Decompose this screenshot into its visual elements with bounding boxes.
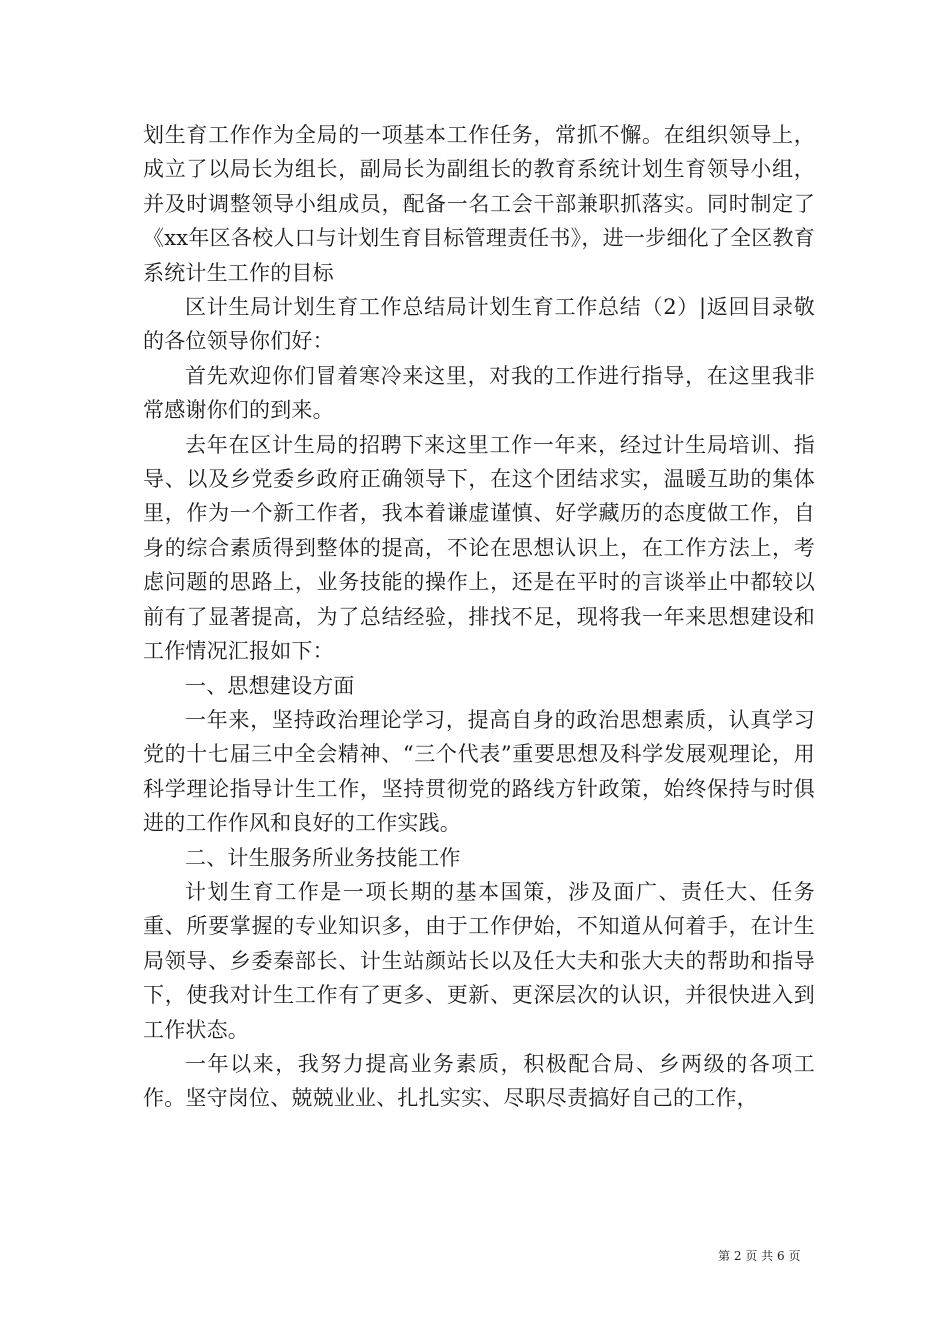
paragraph-3: 首先欢迎你们冒着寒冷来这里，对我的工作进行指导，在这里我非常感谢你们的到来。 — [143, 363, 815, 423]
paragraph-4: 去年在区计生局的招聘下来这里工作一年来，经过计生局培训、指导、以及乡党委乡政府正确领导下，在这个团结求实，温暖互助的集体里，作为一个新工作者，我本着谦虚谨慎、好学藏历的态度做工作，自身的综合素质得到整体的提高，不论在思想认识上，在工作方法上，考虑问题的思路上，业务技能的操作上，还是在平时的言谈举止中都较以前有了显著提高，为了总结经验，排找不足，现将我一年来思想建设和工作情况汇报如下： — [143, 432, 815, 664]
footer-prefix: 第 — [718, 1249, 731, 1263]
footer-middle: 页 共 — [745, 1249, 774, 1263]
paragraph-5: 一年来，坚持政治理论学习，提高自身的政治思想素质，认真学习党的十七届三中全会精神、“三个代表”重要思想及科学发展观理论，用科学理论指导计生工作，坚持贯彻党的路线方针政策，始终保持与时俱进的工作作风和良好的工作实践。 — [143, 707, 815, 836]
paragraph-1: 划生育工作作为全局的一项基本工作任务，常抓不懈。在组织领导上，成立了以局长为组长，副局长为副组长的教育系统计划生育领导小组，并及时调整领导小组成员，配备一名工会干部兼职抓落实。同时制定了《xx年区各校人口与计划生育目标管理责任书》，进一步细化了全区教育系统计生工作的目标 — [143, 123, 815, 285]
footer-page-number: 2 — [733, 1249, 742, 1263]
paragraph-6: 计划生育工作是一项长期的基本国策，涉及面广、责任大、任务重、所要掌握的专业知识多，由于工作伊始，不知道从何着手，在计生局领导、乡委秦部长、计生站颜站长以及任大夫和张大夫的帮助和指导下，使我对计生工作有了更多、更新、更深层次的认识，并很快进入到工作状态。 — [143, 879, 815, 1042]
document-body — [143, 118, 815, 1116]
section-heading-1: 一、思想建设方面 — [185, 673, 355, 698]
section-heading-2: 二、计生服务所业务技能工作 — [185, 845, 461, 870]
page-footer — [718, 1248, 800, 1264]
footer-suffix: 页 — [788, 1249, 801, 1263]
paragraph-7: 一年以来，我努力提高业务素质，积极配合局、乡两级的各项工作。坚守岗位、兢兢业业、扎扎实实、尽职尽责搞好自己的工作， — [143, 1051, 815, 1111]
footer-total-pages: 6 — [776, 1249, 785, 1263]
paragraph-2: 区计生局计划生育工作总结局计划生育工作总结（2）|返回目录敬的各位领导你们好： — [143, 295, 815, 354]
